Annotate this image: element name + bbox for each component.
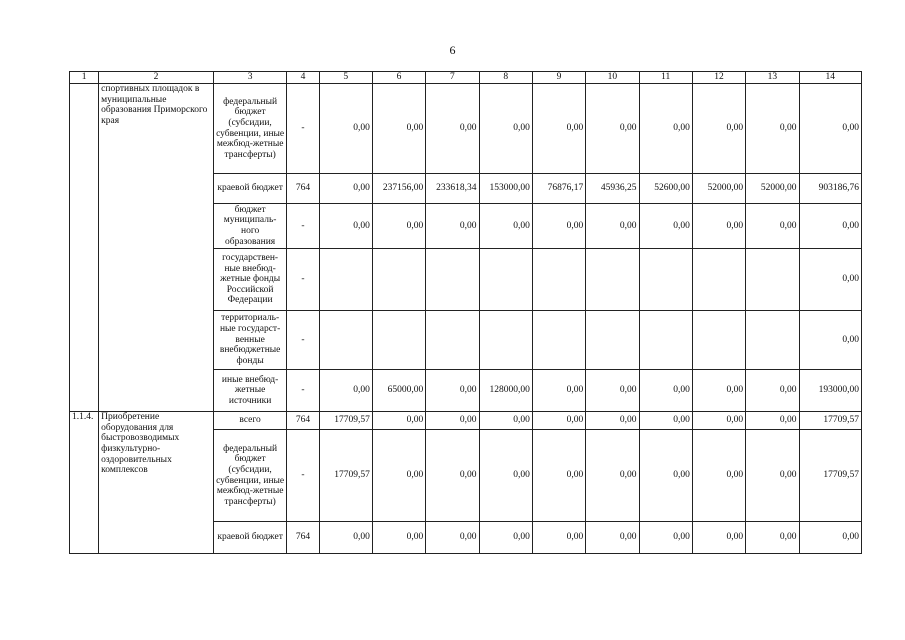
value-cell: 0,00 (746, 370, 799, 412)
value-cell: 52000,00 (746, 174, 799, 204)
column-4-cell: 764 (287, 412, 319, 430)
item-name: спортивных площадок в муниципальные образования Приморского края (99, 84, 214, 412)
value-cell: 0,00 (692, 370, 745, 412)
value-cell: 17709,57 (799, 430, 862, 522)
value-cell: 0,00 (372, 522, 425, 554)
column-header: 14 (799, 72, 862, 84)
value-cell (746, 249, 799, 311)
value-cell: 128000,00 (479, 370, 532, 412)
value-cell: 0,00 (586, 430, 639, 522)
value-cell (692, 249, 745, 311)
value-cell: 0,00 (746, 84, 799, 174)
value-cell: 0,00 (639, 430, 692, 522)
value-cell: 0,00 (372, 204, 425, 249)
funding-source: федеральный бюджет (субсидии, субвенции, иные межбюд-жетные трансферты) (213, 430, 286, 522)
value-cell: 903186,76 (799, 174, 862, 204)
value-cell: 237156,00 (372, 174, 425, 204)
value-cell: 0,00 (692, 84, 745, 174)
value-cell: 0,00 (639, 204, 692, 249)
value-cell: 0,00 (746, 204, 799, 249)
value-cell (479, 311, 532, 370)
value-cell: 0,00 (692, 412, 745, 430)
value-cell: 17709,57 (799, 412, 862, 430)
value-cell: 0,00 (319, 174, 372, 204)
value-cell: 0,00 (532, 412, 585, 430)
value-cell (426, 249, 479, 311)
value-cell: 0,00 (692, 430, 745, 522)
value-cell (532, 249, 585, 311)
funding-source: иные внебюд-жетные источники (213, 370, 286, 412)
column-4-cell: - (287, 204, 319, 249)
value-cell: 0,00 (639, 84, 692, 174)
value-cell: 0,00 (639, 412, 692, 430)
column-4-cell: - (287, 370, 319, 412)
value-cell: 0,00 (532, 430, 585, 522)
column-header: 13 (746, 72, 799, 84)
page-number: 6 (449, 43, 456, 57)
column-header: 7 (426, 72, 479, 84)
value-cell: 0,00 (799, 204, 862, 249)
column-header: 4 (287, 72, 319, 84)
column-header: 2 (99, 72, 214, 84)
value-cell: 0,00 (586, 204, 639, 249)
value-cell: 0,00 (426, 84, 479, 174)
value-cell: 0,00 (639, 370, 692, 412)
value-cell: 0,00 (692, 522, 745, 554)
column-4-cell: 764 (287, 174, 319, 204)
funding-source: государствен-ные внебюд-жетные фонды Российской Федерации (213, 249, 286, 311)
value-cell (372, 249, 425, 311)
value-cell: 0,00 (586, 412, 639, 430)
table-row (70, 412, 862, 430)
value-cell (692, 311, 745, 370)
item-code (70, 84, 99, 412)
value-cell: 0,00 (479, 84, 532, 174)
item-name: Приобретение оборудования для быстровозводимых физкультурно-оздоровительных комплексов (99, 412, 214, 554)
value-cell: 0,00 (319, 204, 372, 249)
funding-source: краевой бюджет (213, 174, 286, 204)
column-header: 11 (639, 72, 692, 84)
value-cell (586, 311, 639, 370)
value-cell: 65000,00 (372, 370, 425, 412)
value-cell (639, 311, 692, 370)
value-cell: 45936,25 (586, 174, 639, 204)
value-cell (532, 311, 585, 370)
column-4-cell: 764 (287, 522, 319, 554)
value-cell: 233618,34 (426, 174, 479, 204)
value-cell: 0,00 (479, 522, 532, 554)
value-cell (319, 311, 372, 370)
value-cell: 0,00 (426, 204, 479, 249)
value-cell: 0,00 (746, 522, 799, 554)
value-cell: 0,00 (532, 370, 585, 412)
value-cell: 0,00 (372, 412, 425, 430)
value-cell: 0,00 (692, 204, 745, 249)
value-cell: 17709,57 (319, 430, 372, 522)
value-cell: 193000,00 (799, 370, 862, 412)
funding-source: краевой бюджет (213, 522, 286, 554)
value-cell: 0,00 (746, 430, 799, 522)
column-header: 6 (372, 72, 425, 84)
value-cell: 0,00 (586, 84, 639, 174)
value-cell: 0,00 (532, 84, 585, 174)
column-4-cell: - (287, 84, 319, 174)
column-4-cell: - (287, 311, 319, 370)
funding-source: территориаль-ные государст-венные внебюджетные фонды (213, 311, 286, 370)
value-cell: 0,00 (586, 522, 639, 554)
column-number-row (70, 72, 862, 84)
value-cell: 0,00 (479, 412, 532, 430)
value-cell: 0,00 (586, 370, 639, 412)
value-cell (319, 249, 372, 311)
funding-source: бюджет муниципаль-ного образования (213, 204, 286, 249)
column-header: 1 (70, 72, 99, 84)
value-cell: 0,00 (639, 522, 692, 554)
column-header: 12 (692, 72, 745, 84)
value-cell: 0,00 (532, 204, 585, 249)
column-header: 10 (586, 72, 639, 84)
value-cell: 0,00 (426, 412, 479, 430)
value-cell: 153000,00 (479, 174, 532, 204)
value-cell: 0,00 (799, 84, 862, 174)
column-4-cell: - (287, 430, 319, 522)
value-cell: 0,00 (799, 249, 862, 311)
value-cell: 0,00 (426, 522, 479, 554)
value-cell: 0,00 (372, 430, 425, 522)
value-cell (426, 311, 479, 370)
value-cell (586, 249, 639, 311)
value-cell: 0,00 (532, 522, 585, 554)
column-4-cell: - (287, 249, 319, 311)
value-cell (479, 249, 532, 311)
item-code: 1.1.4. (70, 412, 99, 554)
column-header: 5 (319, 72, 372, 84)
value-cell: 0,00 (319, 370, 372, 412)
value-cell (639, 249, 692, 311)
value-cell: 0,00 (426, 430, 479, 522)
column-header: 8 (479, 72, 532, 84)
value-cell (372, 311, 425, 370)
column-header: 3 (213, 72, 286, 84)
value-cell: 76876,17 (532, 174, 585, 204)
value-cell: 52000,00 (692, 174, 745, 204)
value-cell: 0,00 (319, 522, 372, 554)
funding-source: всего (213, 412, 286, 430)
value-cell: 0,00 (319, 84, 372, 174)
value-cell: 0,00 (799, 522, 862, 554)
table-row (70, 84, 862, 174)
value-cell (746, 311, 799, 370)
value-cell: 0,00 (479, 430, 532, 522)
value-cell: 52600,00 (639, 174, 692, 204)
value-cell: 0,00 (426, 370, 479, 412)
budget-table (69, 71, 862, 554)
value-cell: 0,00 (799, 311, 862, 370)
column-header: 9 (532, 72, 585, 84)
value-cell: 0,00 (372, 84, 425, 174)
value-cell: 17709,57 (319, 412, 372, 430)
value-cell: 0,00 (479, 204, 532, 249)
funding-source: федеральный бюджет (субсидии, субвенции, иные межбюд-жетные трансферты) (213, 84, 286, 174)
value-cell: 0,00 (746, 412, 799, 430)
